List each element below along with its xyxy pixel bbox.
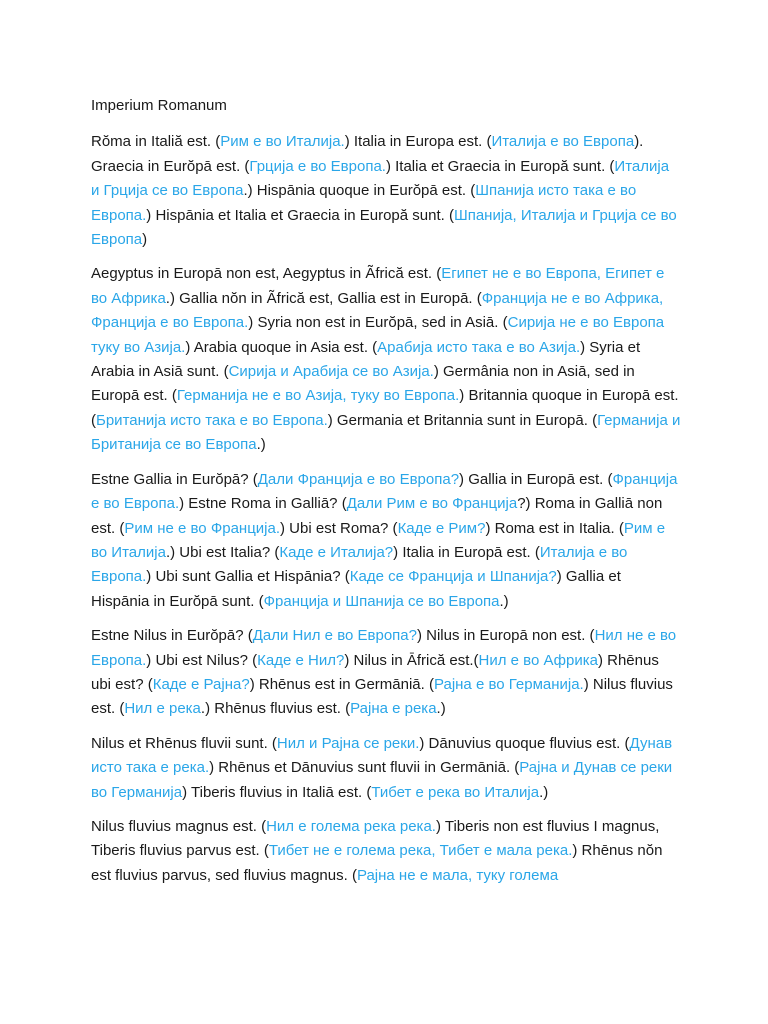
translation-text: Арабија исто така е во Азија. (377, 338, 581, 356)
translation-text: Египет не е во Европа, Египет е во Африка (91, 265, 665, 307)
latin-text: ) Estne Roma in Galliā? ( (179, 495, 347, 513)
translation-text: Германија и Британија се во Европа (91, 411, 681, 454)
latin-text: Estne Gallia in Eurŏpā? ( (91, 470, 258, 488)
paragraph (91, 732, 681, 805)
translation-text: Рајна и Дунав се реки во Германија (91, 759, 673, 801)
translation-text: Тибет не е голема река, Тибет е мала река. (268, 842, 573, 860)
latin-text: .) (436, 700, 446, 718)
latin-text: ) Nilus in Europā non est. ( (416, 627, 595, 645)
translation-text: Шпанија, Италија и Грција се во Европа (91, 206, 677, 249)
translation-text: Дали Рим е во Франција (346, 495, 518, 513)
translation-text: Рајна е во Германија. (433, 675, 584, 693)
latin-text: ) Rhēnus ubi est? ( (91, 651, 659, 693)
latin-text: ) Germânia non in Asiā, sed in Europā est. ( (91, 363, 635, 405)
latin-text: ) Tiberis fluvius in Italiā est. ( (182, 783, 372, 801)
latin-text: ) Dānuvius quoque fluvius est. ( (419, 734, 630, 752)
translation-text: Дали Франција е во Европа? (257, 470, 460, 488)
latin-text: ) Gallia et Hispānia in Eurŏpā sunt. ( (91, 568, 621, 610)
translation-text: Шпанија исто така е во Европа. (91, 182, 637, 224)
translation-text: Рим е во Италија. (220, 133, 345, 151)
latin-text: ) Britannia quoque in Europā est. ( (91, 387, 679, 429)
translation-text: Каде е Рајна? (152, 675, 250, 693)
latin-text: ) Hispānia et Italia et Graecia in Europă sunt. ( (146, 206, 454, 224)
translation-text: Италија е во Европа. (91, 543, 628, 586)
translation-text: Италија е во Европа (491, 133, 635, 151)
latin-text: .) (256, 436, 266, 454)
latin-text: Estne Nilus in Eurŏpā? ( (91, 627, 253, 645)
translation-text: Рим не е во Франција. (124, 519, 281, 537)
latin-text: ?) Roma in Galliā non est. ( (91, 495, 663, 537)
paragraph (91, 468, 681, 614)
translation-text: Британија исто така е во Европа. (96, 411, 328, 429)
latin-text: .) Rhēnus fluvius est. ( (200, 700, 351, 718)
latin-text: ). Graecia in Eurŏpā est. ( (91, 133, 644, 175)
latin-text: .) Gallia nŏn in Ãfrică est, Gallia est in Europā. ( (165, 289, 482, 307)
translation-text: Германија не е во Азија, туку во Европа. (176, 387, 460, 405)
translation-text: Сирија и Арабија се во Азија. (228, 363, 434, 381)
latin-text: ) Syria non est in Eurŏpā, sed in Asiā. ( (248, 314, 508, 332)
translation-text: Нил е голема река река. (266, 817, 436, 835)
latin-text: ) Ubi sunt Gallia et Hispānia? ( (146, 568, 350, 586)
latin-text: ) Italia in Europā est. ( (393, 543, 540, 561)
translation-text: Тибет е река во Италија (371, 783, 540, 801)
latin-text: ) Germania et Britannia sunt in Europā. ( (327, 411, 598, 429)
paragraph (91, 815, 681, 888)
latin-text: .) Ubi est Italia? ( (165, 543, 280, 561)
latin-text: ) Rhēnus nŏn est fluvius parvus, sed fluvius magnus. ( (91, 842, 663, 884)
translation-text: Рајна не е мала, туку голема (356, 866, 559, 884)
latin-text: ) Nilus fluvius est. ( (91, 675, 673, 718)
document-title: Imperium Romanum (91, 97, 227, 114)
latin-text: Aegyptus in Europā non est, Aegyptus in Ãfrică est. ( (91, 265, 442, 283)
latin-text: ) Tiberis non est fluvius I magnus, Tiberis fluvius parvus est. ( (91, 817, 660, 860)
translation-text: Дунав исто така е река. (91, 734, 673, 777)
translation-text: Франција не е во Африка, Франција е во Европа. (91, 289, 664, 332)
translation-text: Рим е во Италија (91, 519, 666, 561)
translation-text: Каде се Франција и Шпанија? (349, 568, 557, 586)
translation-text: Франција и Шпанија се во Европа (263, 592, 500, 610)
latin-text: Nilus fluvius magnus est. ( (91, 817, 267, 835)
translation-text: Сирија не е во Европа туку во Азија. (91, 314, 665, 356)
translation-text: Каде е Нил? (257, 651, 345, 669)
translation-text: Каде е Италија? (279, 543, 394, 561)
translation-text: Дали Нил е во Европа? (252, 627, 417, 645)
translation-text: Грција е во Европа. (249, 157, 386, 175)
translation-text: Каде е Рим? (397, 519, 486, 537)
translation-text: Нил е река (124, 700, 201, 718)
latin-text: ) Ubi est Roma? ( (280, 519, 398, 537)
translation-text: Франција е во Европа. (91, 470, 678, 513)
latin-text: .) (499, 592, 509, 610)
latin-text: ) Italia in Europa est. ( (344, 133, 492, 151)
latin-text: ) Gallia in Europā est. ( (459, 470, 613, 488)
latin-text: ) Rhēnus est in Germāniā. ( (249, 675, 434, 693)
latin-text: ) Ubi est Nilus? ( (146, 651, 258, 669)
latin-text: ) Rhēnus et Dānuvius sunt fluvii in Germāniā. ( (209, 759, 520, 777)
translation-text: Нил не е во Европа. (91, 627, 677, 669)
latin-text: Nilus et Rhēnus fluvii sunt. ( (91, 734, 277, 752)
latin-text: ) Roma est in Italia. ( (485, 519, 624, 537)
latin-text: ) Italia et Graecia in Europă sunt. ( (385, 157, 615, 175)
latin-text: ) (142, 231, 148, 249)
translation-text: Италија и Грција се во Европа (91, 157, 670, 200)
paragraph (91, 262, 681, 457)
latin-text: ) Arabia quoque in Asia est. ( (185, 338, 378, 356)
latin-text: ) Nilus in Āfrică est.( (344, 651, 479, 669)
paragraph (91, 130, 681, 252)
translation-text: Нил и Рајна се реки. (276, 734, 420, 752)
latin-text: ) Syria et Arabia in Asiā sunt. ( (91, 338, 641, 381)
latin-text: .) Hispānia quoque in Eurŏpā est. ( (243, 182, 476, 200)
document-page (91, 94, 681, 898)
latin-text: .) (539, 783, 549, 801)
latin-text: Rŏma in Italiă est. ( (91, 133, 221, 151)
translation-text: Рајна е река (350, 700, 437, 718)
translation-text: Нил е во Африка (478, 651, 598, 669)
document-body (91, 130, 681, 888)
paragraph (91, 624, 681, 722)
